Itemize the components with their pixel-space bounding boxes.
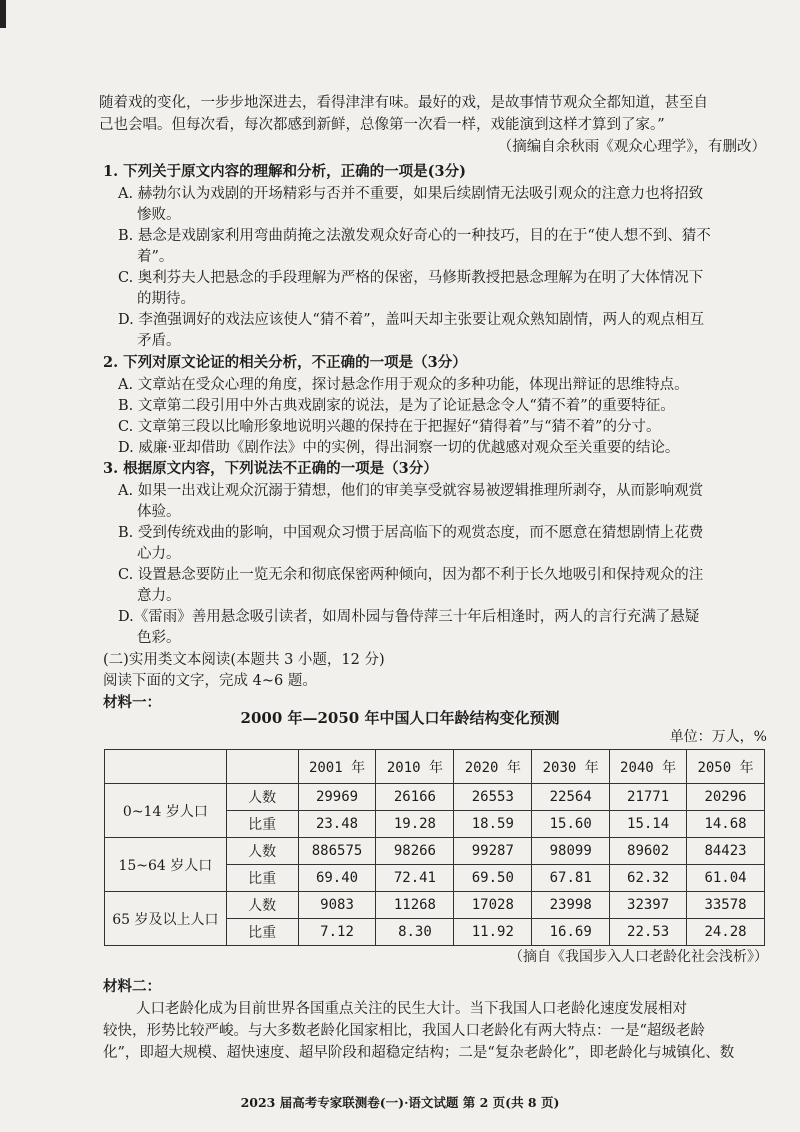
table-header-row [105,750,765,784]
material-2-line: 较快，形势比较严峻。与大多数老龄化国家相比，我国人口老龄化有两大特点：一是“超级老龄 [103,1023,705,1039]
q1-option-d: D. 李渔强调好的戏法应该使人“猜不着”，盖叫天却主张要让观众熟知剧情，两人的观点相互 [118,312,705,328]
q3-option-d-cont: 色彩。 [137,630,181,646]
table-cell: 8.30 [376,919,454,946]
q2-option-a: A. 文章站在受众心理的角度，探讨悬念作用于观众的多种功能，体现出辩证的思维特点。 [118,377,689,393]
passage-line: 己也会唱。但每次看，每次都感到新鲜，总像第一次看一样，戏能演到这样才算到了家。” [99,117,665,133]
row-label: 比重 [226,865,298,892]
table-cell: 9083 [298,892,376,919]
table-cell: 19.28 [376,811,454,838]
q3-option-a-cont: 体验。 [137,504,181,520]
table-cell: 11268 [376,892,454,919]
table-cell: 22.53 [610,919,687,946]
year-header: 2030 年 [532,750,610,784]
table-cell: 84423 [687,838,765,865]
question-2-title: 2. 下列对原文论证的相关分析，不正确的一项是（3分） [103,354,467,371]
year-header: 2040 年 [610,750,687,784]
table-cell: 98266 [376,838,454,865]
table-cell: 18.59 [454,811,532,838]
table-cell: 21771 [610,784,687,811]
table-cell: 26553 [454,784,532,811]
table-cell: 72.41 [376,865,454,892]
row-label: 人数 [226,784,298,811]
table-cell: 16.69 [532,919,610,946]
table-cell: 89602 [610,838,687,865]
q3-option-c-cont: 意力。 [137,588,181,604]
material-2-heading: 材料二： [103,978,161,995]
table-cell: 22564 [532,784,610,811]
q1-option-c: C. 奥利芬夫人把悬念的手段理解为严格的保密，马修斯教授把悬念理解为在明了大体情况下 [118,270,704,286]
age-group-label: 15~64 岁人口 [105,838,227,892]
table-cell: 14.68 [687,811,765,838]
page-footer: 2023 届高考专家联测卷(一)·语文试题 第 2 页(共 8 页) [240,1095,560,1110]
table-cell: 15.14 [610,811,687,838]
table-cell: 11.92 [454,919,532,946]
page-edge-mark [0,0,6,28]
table-cell: 98099 [532,838,610,865]
table-title: 2000 年—2050 年中国人口年龄结构变化预测 [240,709,560,727]
table-corner-cell [226,750,298,784]
q3-option-c: C. 设置悬念要防止一览无余和彻底保密两种倾向，因为都不利于长久地吸引和保持观众的注 [118,567,704,583]
row-label: 比重 [226,811,298,838]
table-cell: 69.50 [454,865,532,892]
q1-option-a-cont: 惨败。 [137,207,181,223]
year-header: 2010 年 [376,750,454,784]
q3-option-d: D.《雷雨》善用悬念吸引读者，如周朴园与鲁侍萍三十年后相逢时，两人的言行充满了悬疑 [118,609,700,625]
table-corner-cell [105,750,227,784]
table-cell: 67.81 [532,865,610,892]
table-row [105,892,765,919]
q3-option-a: A. 如果一出戏让观众沉溺于猜想，他们的审美享受就容易被逻辑推理所剥夺，从而影响观赏 [118,483,704,499]
q2-option-d: D. 威廉·亚却借助《剧作法》中的实例，得出洞察一切的优越感对观众至关重要的结论。 [118,440,680,456]
material-2-line: 人口老龄化成为目前世界各国重点关注的民生大计。当下我国人口老龄化速度发展相对 [136,1001,687,1017]
q1-option-a: A. 赫勃尔认为戏剧的开场精彩与否并不重要，如果后续剧情无法吸引观众的注意力也将招致 [118,186,704,202]
table-cell: 32397 [610,892,687,919]
table-cell: 886575 [298,838,376,865]
table-cell: 62.32 [610,865,687,892]
table-row [105,838,765,865]
table-cell: 17028 [454,892,532,919]
table-cell: 23998 [532,892,610,919]
q1-option-b-cont: 着”。 [137,249,174,265]
table-cell: 24.28 [687,919,765,946]
table-cell: 33578 [687,892,765,919]
q3-option-b: B. 受到传统戏曲的影响，中国观众习惯于居高临下的观赏态度，而不愿意在猜想剧情上花费 [118,525,704,541]
section-heading: (二)实用类文本阅读(本题共 3 小题，12 分) [103,652,385,668]
q1-option-c-cont: 的期待。 [137,291,195,307]
age-group-label: 0~14 岁人口 [105,784,227,838]
material-1-heading: 材料一： [103,694,161,711]
q2-option-c: C. 文章第三段以比喻形象地说明兴趣的保持在于把握好“猜得着”与“猜不着”的分寸。 [118,419,661,435]
population-table [104,749,765,946]
row-label: 人数 [226,838,298,865]
table-cell: 61.04 [687,865,765,892]
table-source: （摘自《我国步入人口老龄化社会浅析》） [509,949,768,965]
material-2-line: 化”，即超大规模、超快速度、超早阶段和超稳定结构；二是“复杂老龄化”，即老龄化与城镇化、数 [103,1045,735,1061]
table-cell: 20296 [687,784,765,811]
q2-option-b: B. 文章第二段引用中外古典戏剧家的说法，是为了论证悬念令人“猜不着”的重要特征。 [118,398,675,414]
question-1-title: 1. 下列关于原文内容的理解和分析，正确的一项是(3分) [103,163,466,180]
table-cell: 23.48 [298,811,376,838]
table-row [105,784,765,811]
q1-option-b: B. 悬念是戏剧家利用弯曲荫掩之法激发观众好奇心的一种技巧，目的在于“使人想不到、猜不 [118,228,711,244]
q1-option-d-cont: 矛盾。 [137,333,181,349]
q3-option-b-cont: 心力。 [137,546,181,562]
table-cell: 26166 [376,784,454,811]
table-cell: 7.12 [298,919,376,946]
question-3-title: 3. 根据原文内容，下列说法不正确的一项是（3分） [103,460,438,477]
table-cell: 99287 [454,838,532,865]
year-header: 2001 年 [298,750,376,784]
table-cell: 15.60 [532,811,610,838]
section-instruction: 阅读下面的文字，完成 4~6 题。 [103,673,317,689]
passage-source: （摘编自余秋雨《观众心理学》，有删改） [497,139,766,155]
year-header: 2020 年 [454,750,532,784]
row-label: 比重 [226,919,298,946]
age-group-label: 65 岁及以上人口 [105,892,227,946]
table-cell: 29969 [298,784,376,811]
row-label: 人数 [226,892,298,919]
passage-line: 随着戏的变化，一步步地深进去，看得津津有味。最好的戏，是故事情节观众全都知道，甚至自 [99,95,708,111]
table-unit: 单位：万人，% [669,729,767,745]
table-cell: 69.40 [298,865,376,892]
year-header: 2050 年 [687,750,765,784]
